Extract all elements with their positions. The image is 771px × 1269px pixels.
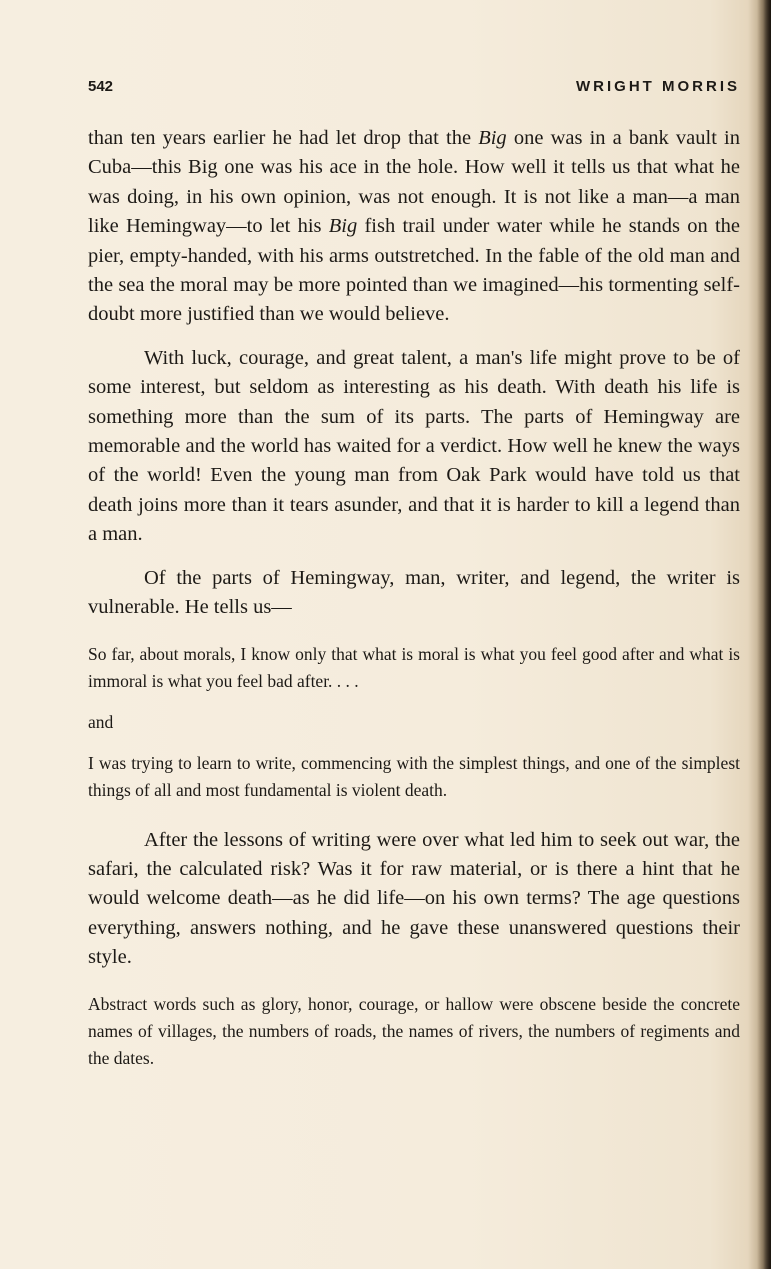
- paragraph-continued: [88, 124, 740, 330]
- page-body: [88, 124, 740, 1072]
- page-number: 542: [88, 78, 114, 95]
- book-spine-shadow: [757, 0, 771, 1269]
- paragraph-text: one was in a bank vault in Cuba—this Big one was his ace in the hole. How well it tells us that what he was doing, in his own opinion, was not enough. It is not like a man—a man like Hemingway—to let his: [88, 127, 741, 238]
- paragraph-luck-courage: With luck, courage, and great talent, a man's life might prove to be of some interest, but seldom as interesting as his death. With death his life is something more than the sum of its parts. The parts of Hemingway are memorable and the world has waited for a verdict. How well he knew the ways of the world! Even the young man from Oak Park would have told us that death joins more than it tears asunder, and that it is harder to kill a legend than a man.: [88, 346, 740, 546]
- paragraph-text: than ten years earlier he had let drop that the: [88, 127, 479, 149]
- italic-big: Big: [478, 127, 507, 149]
- paragraph-parts-of-hemingway: Of the parts of Hemingway, man, writer, and legend, the writer is vulnerable. He tells us—: [88, 566, 740, 619]
- paragraph-text: fish trail under water while he stands on the pier, empty-handed, with his arms outstretched. In the fable of the old man and the sea the moral may be more pointed than we imagined—his tormenting self-doubt more justified than we would believe.: [88, 215, 740, 326]
- connector-and: and: [88, 711, 114, 732]
- paragraph-lessons-of-writing: After the lessons of writing were over what led him to seek out war, the safari, the calculated risk? Was it for raw material, or is there a hint that he would welcome death—as he did life—on his own terms? The age questions everything, answers nothing, and he gave these unanswered questions their style.: [88, 828, 740, 969]
- block-quote-learn-to-write: I was trying to learn to write, commencing with the simplest things, and one of the simplest things of all and most fundamental is violent death.: [88, 752, 740, 800]
- italic-big: Big: [328, 215, 358, 238]
- block-quote-morals: So far, about morals, I know only that what is moral is what you feel good after and what is immoral is what you feel bad after. . . .: [88, 643, 740, 691]
- page-header: [88, 78, 740, 100]
- block-quote-abstract-words: Abstract words such as glory, honor, courage, or hallow were obscene beside the concrete names of villages, the numbers of roads, the names of rivers, the numbers of regiments and the dates.: [88, 993, 740, 1068]
- running-head-author: WRIGHT MORRIS: [576, 78, 740, 95]
